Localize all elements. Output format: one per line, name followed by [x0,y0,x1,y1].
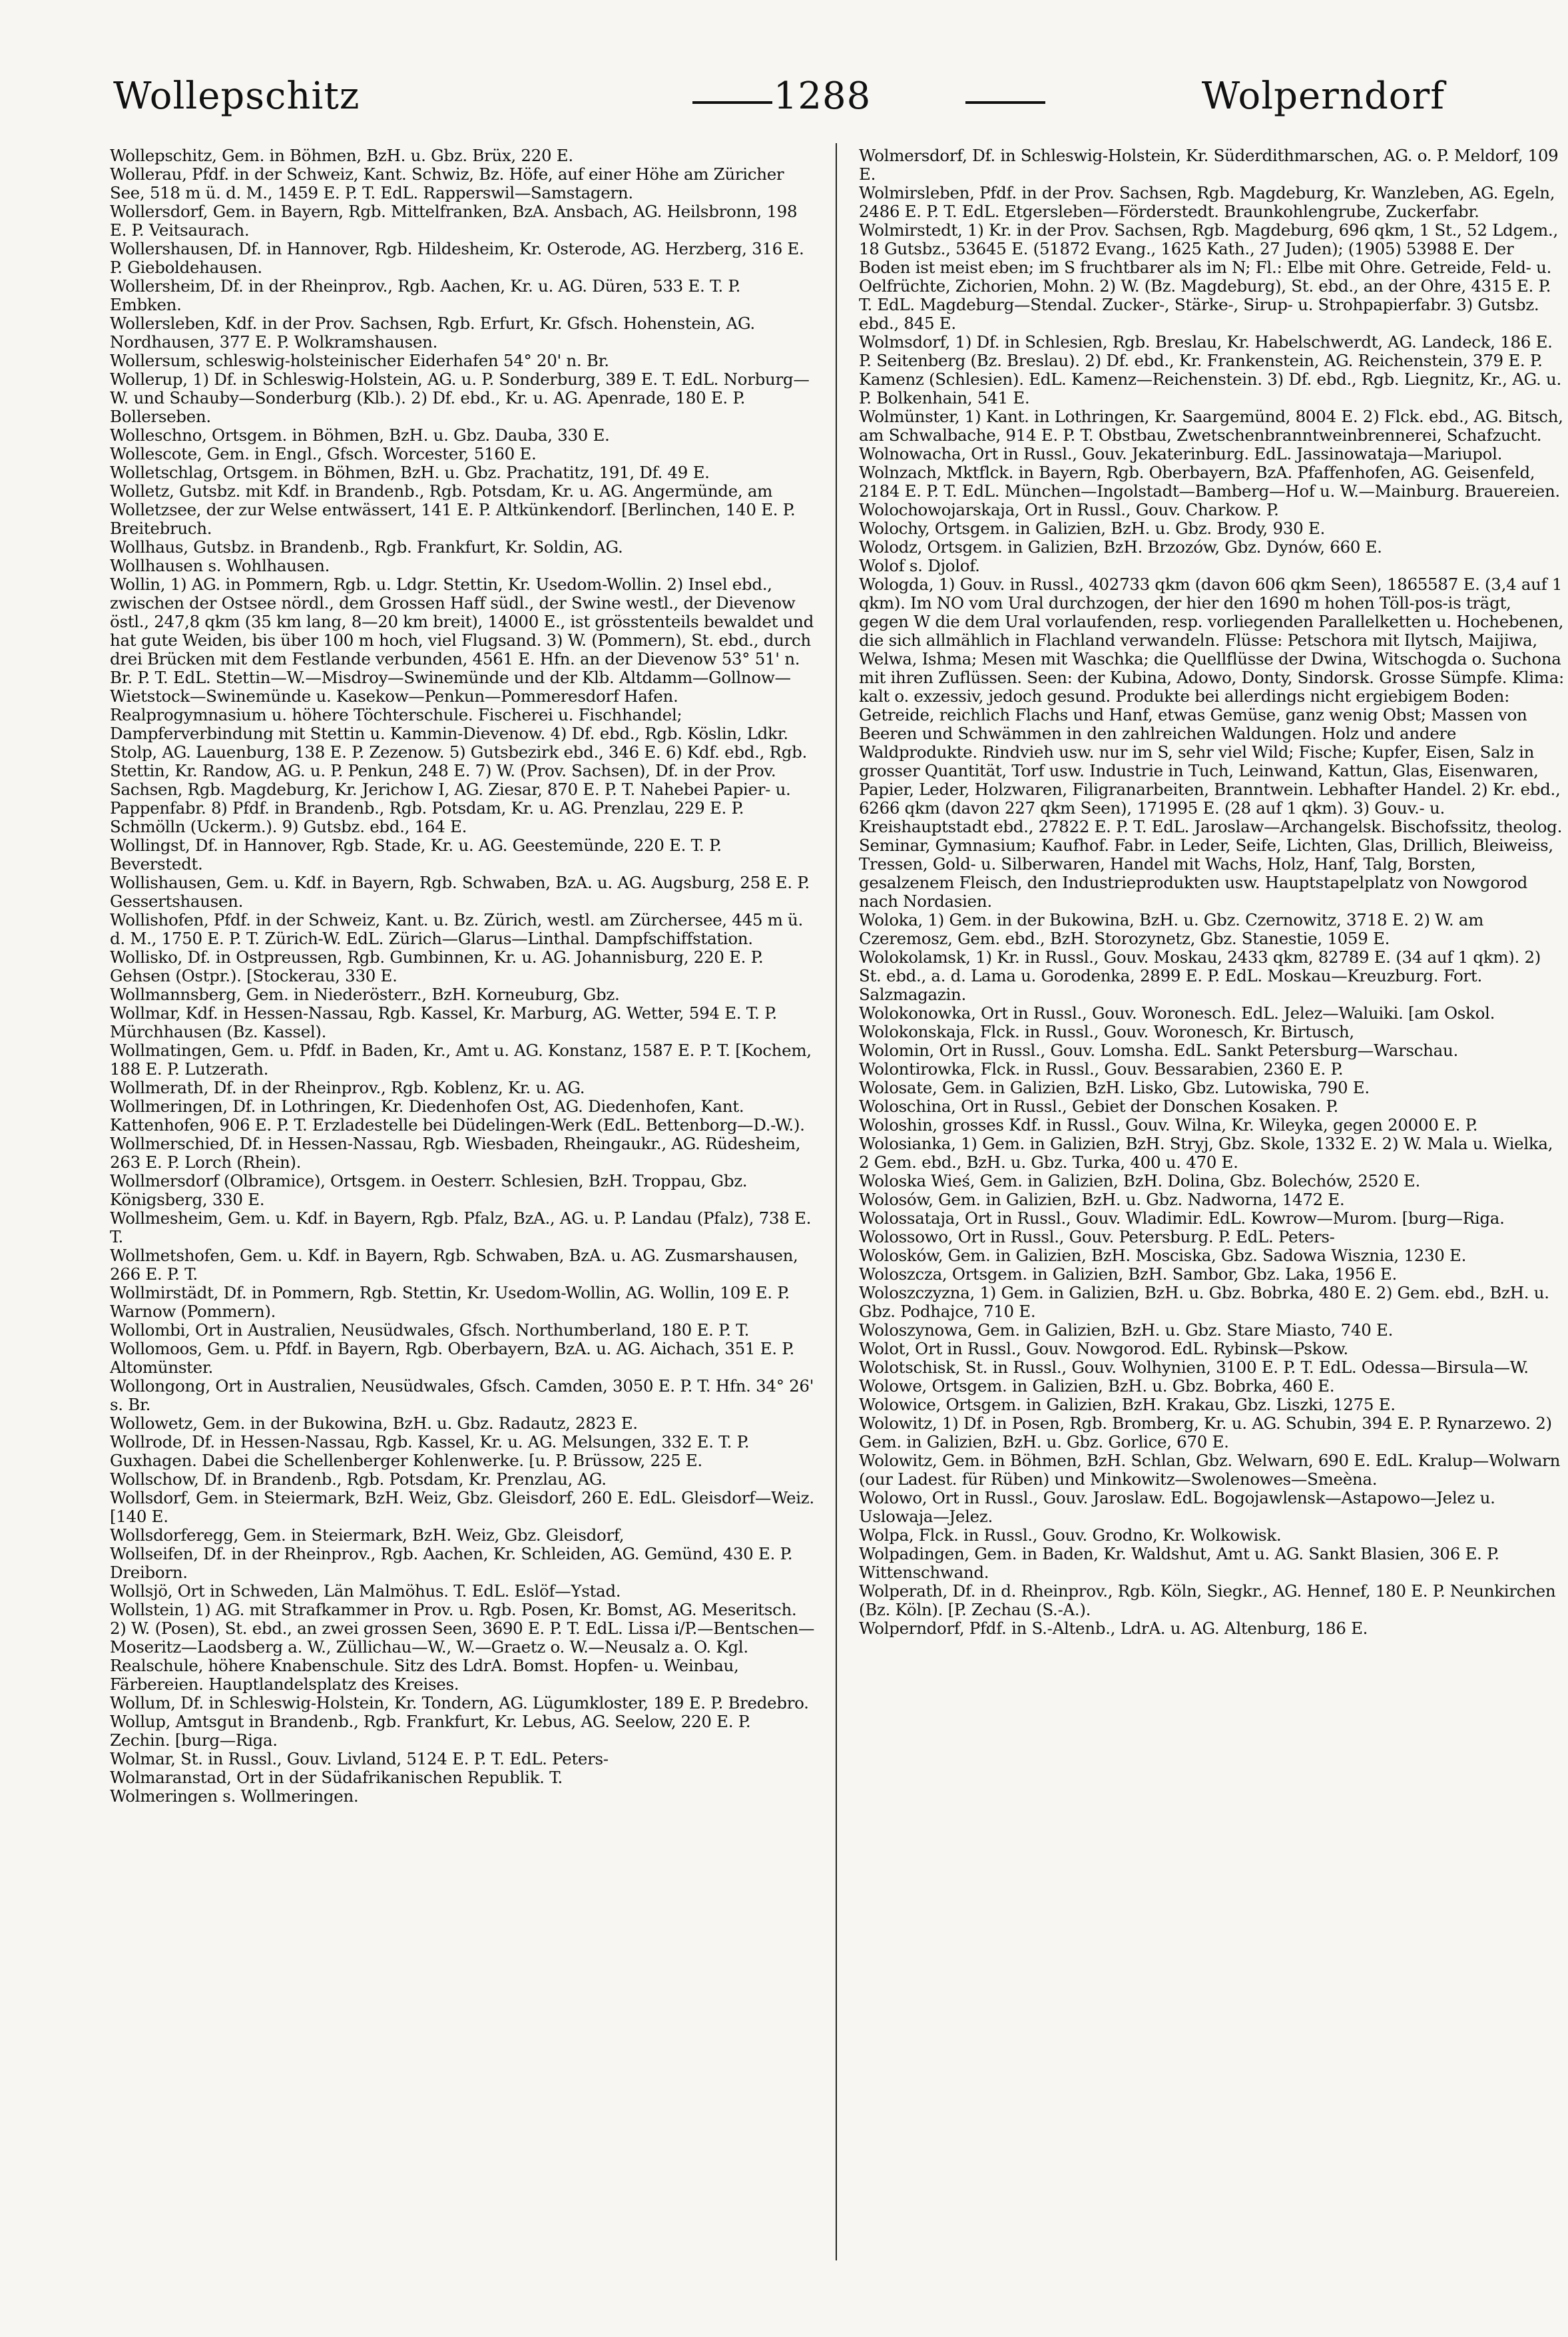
dictionary-entry: Wollmerath, Df. in der Rheinprov., Rgb. Koblenz, Kr. u. AG. [110,1078,585,1097]
dictionary-entry: Wolomin, Ort in Russl., Gouv. Lomsha. EdL. Sankt Petersburg—Warschau. [859,1041,1458,1060]
dictionary-entry: Wollmirstädt, Df. in Pommern, Rgb. Stettin, Kr. Usedom-Wollin, AG. Wollin, 109 E. P. Warnow (Pommern). [110,1283,790,1321]
dictionary-entry: Wolmünster, 1) Kant. in Lothringen, Kr. Saargemünd, 8004 E. 2) Flck. ebd., AG. Bitsch, am Schwalbache, 914 E. P. T. Obstbau, Zwetschenbranntweinbrennerei, Schafzucht. [859,407,1563,445]
dictionary-entry: Wolletz, Gutsbz. mit Kdf. in Brandenb., Rgb. Potsdam, Kr. u. AG. Angermünde, am Wolletzsee, der zur Welse entwässert, 141 E. P. Altkünkendorf. [Berlinchen, 140 E. P. Breitebruch. [110,481,796,538]
dictionary-entry: Wollmatingen, Gem. u. Pfdf. in Baden, Kr., Amt u. AG. Konstanz, 1587 E. P. T. [Kochem, 188 E. P. Lutzerath. [110,1041,812,1079]
dictionary-entry: Wolmsdorf, 1) Df. in Schlesien, Rgb. Breslau, Kr. Habelschwerdt, AG. Landeck, 186 E. P. Seitenberg (Bz. Breslau). 2) Df. ebd., Kr. Frankenstein, AG. Reichenstein, 379 E. P. Kamenz (Schlesien). EdL. Kamenz—Reichenstein. 3) Df. ebd., Rgb. Liegnitz, Kr., AG. u. P. Bolkenhain, 541 E. [859,332,1561,407]
header-last-entry: Wolperndorf [1201,75,1445,118]
dictionary-entry: Wollishausen, Gem. u. Kdf. in Bayern, Rgb. Schwaben, BzA. u. AG. Augsburg, 258 E. P. Gessertshausen. [110,873,810,911]
dictionary-entry: Wolmirstedt, 1) Kr. in der Prov. Sachsen, Rgb. Magdeburg, 696 qkm, 1 St., 52 Ldgem., 18 Gutsbz., 53645 E. (51872 Evang., 1625 Kath., 27 Juden); (1905) 53988 E. Der Boden ist meist eben; im S fruchtbarer als im N; Fl.: Elbe mit Ohre. Getreide, Feld- u. Oelfrüchte, Zichorien, Mohn. 2) W. (Bz. Magdeburg), St. ebd., an der Ohre, 4315 E. P. T. EdL. Magdeburg—Stendal. Zucker-, Stärke-, Sirup- u. Strohpapierfabr. 3) Gutsbz. ebd., 845 E. [859,220,1558,333]
dictionary-entry: Wollingst, Df. in Hannover, Rgb. Stade, Kr. u. AG. Geestemünde, 220 E. T. P. Beverstedt. [110,836,722,874]
dictionary-entry: Wollum, Df. in Schleswig-Holstein, Kr. Tondern, AG. Lügumkloster, 189 E. P. Bredebro. [110,1693,809,1712]
dictionary-entry: Wollmesheim, Gem. u. Kdf. in Bayern, Rgb. Pfalz, BzA., AG. u. P. Landau (Pfalz), 738 E. T. [110,1208,812,1246]
dictionary-entry: Wollmetshofen, Gem. u. Kdf. in Bayern, Rgb. Schwaben, BzA. u. AG. Zusmarshausen, 266 E. P. T. [110,1246,798,1284]
dictionary-entry: Wollerup, 1) Df. in Schleswig-Holstein, AG. u. P. Sonderburg, 389 E. T. EdL. Norburg—W. und Schauby—Sonderburg (Klb.). 2) Df. ebd., Kr. u. AG. Apenrade, 180 E. P. Bollerseben. [110,370,810,426]
dictionary-entry: Wologda, 1) Gouv. in Russl., 402733 qkm (davon 606 qkm Seen), 1865587 E. (3,4 auf 1 qkm). Im NO vom Ural durchzogen, der hier den 1690 m hohen Töll-pos-is trägt, gegen W die dem Ural vorlaufenden, resp. vorliegenden Parallelketten u. Hochebenen, die sich allmählich in Flachland verwandeln. Flüsse: Petschora mit Ilytsch, Maijiwa, Welwa, Ishma; Mesen mit Waschka; die Quellflüsse der Dwina, Witschogda o. Suchona mit ihren Zuflüssen. Seen: der Kubina, Adowo, Donty, Sindorsk. Grosse Sümpfe. Klima: kalt o. exzessiv, jedoch gesund. Produkte bei allerdings nicht ergiebigem Boden: Getreide, reichlich Flachs und Hanf, etwas Gemüse, ganz wenig Obst; Massen von Beeren und Schwämmen in den zahlreichen Waldungen. Holz und andere Waldprodukte. Rindvieh usw. nur im S, sehr viel Wild; Fische; Kupfer, Eisen, Salz in grosser Quantität, Torf usw. Industrie in Tuch, Leinwand, Kattun, Glas, Eisenwaren, Papier, Leder, Holzwaren, Filigranarbeiten, Branntwein. Lebhafter Handel. 2) Kr. ebd., 6266 qkm (davon 227 qkm Seen), 171995 E. (28 auf 1 qkm). 3) Gouv.- u. Kreishauptstadt ebd., 27822 E. P. T. EdL. Jaroslaw—Archangelsk. Bischofssitz, theolog. Seminar, Gymnasium; Kaufhof. Fabr. in Leder, Seife, Lichten, Glas, Drillich, Bleiweiss, Tressen, Gold- u. Silberwaren, Handel mit Wachs, Holz, Hanf, Talg, Borsten, gesalzenem Fleisch, den Industrieprodukten usw. Hauptstapelplatz von Nowgorod nach Nordasien. [859,575,1564,911]
dictionary-entry: Wollsdorf, Gem. in Steiermark, BzH. Weiz, Gbz. Gleisdorf, 260 E. EdL. Gleisdorf—Weiz. [140 E. [110,1488,814,1526]
dictionary-entry: Wollmar, Kdf. in Hessen-Nassau, Rgb. Kassel, Kr. Marburg, AG. Wetter, 594 E. T. P. Mürchhausen (Bz. Kassel). [110,1003,777,1041]
header-first-entry: Wollepschitz [113,75,360,118]
dictionary-entry: Woloska Wieś, Gem. in Galizien, BzH. Dolina, Gbz. Bolechów, 2520 E. [859,1171,1420,1190]
dictionary-entry: Wollersleben, Kdf. in der Prov. Sachsen, Rgb. Erfurt, Kr. Gfsch. Hohenstein, AG. Nordhausen, 377 E. P. Wolkramshausen. [110,314,755,352]
dictionary-entry: Woloschina, Ort in Russl., Gebiet der Donschen Kosaken. P. [859,1097,1339,1116]
dictionary-entry: Wolochowojarskaja, Ort in Russl., Gouv. Charkow. P. [859,500,1279,519]
dictionary-entry: Wolowe, Ortsgem. in Galizien, BzH. u. Gbz. Bobrka, 460 E. [859,1376,1335,1396]
dictionary-entry: Wollhaus, Gutsbz. in Brandenb., Rgb. Frankfurt, Kr. Soldin, AG. [110,537,623,557]
dictionary-entry: Wolpadingen, Gem. in Baden, Kr. Waldshut, Amt u. AG. Sankt Blasien, 306 E. P. Wittenschwand. [859,1544,1499,1582]
dictionary-entry: Wolleschno, Ortsgem. in Böhmen, BzH. u. Gbz. Dauba, 330 E. [110,425,610,445]
dictionary-entry: Wolokonskaja, Flck. in Russl., Gouv. Woronesch, Kr. Birtusch, [859,1022,1354,1041]
dictionary-entry: Wolmirsleben, Pfdf. in der Prov. Sachsen, Rgb. Magdeburg, Kr. Wanzleben, AG. Egeln, 2486 E. P. T. EdL. Etgersleben—Förderstedt. Braunkohlengrube, Zuckerfabr. [859,183,1555,221]
dictionary-entry: Wolperndorf, Pfdf. in S.-Altenb., LdrA. u. AG. Altenburg, 186 E. [859,1619,1368,1638]
dictionary-entry: Wollschow, Df. in Brandenb., Rgb. Potsdam, Kr. Prenzlau, AG. [110,1469,607,1489]
dictionary-entry: Wolossataja, Ort in Russl., Gouv. Wladimir. EdL. Kowrow—Murom. [burg—Riga. [859,1208,1505,1228]
left-column [110,146,816,1806]
dictionary-entry: Wolosków, Gem. in Galizien, BzH. Mosciska, Gbz. Sadowa Wisznia, 1230 E. [859,1246,1467,1265]
dictionary-entry: Wolmar, St. in Russl., Gouv. Livland, 5124 E. P. T. EdL. Peters- [110,1749,609,1768]
dictionary-entry: Wolotschisk, St. in Russl., Gouv. Wolhynien, 3100 E. P. T. EdL. Odessa—Birsula—W. [859,1358,1529,1377]
dictionary-entry: Wolokolamsk, 1) Kr. in Russl., Gouv. Moskau, 2433 qkm, 82789 E. (34 auf 1 qkm). 2) St. ebd., a. d. Lama u. Gorodenka, 2899 E. P. EdL. Moskau—Kreuzburg. Fort. Salzmagazin. [859,947,1541,1004]
page-header [113,75,1445,134]
dictionary-entry: Wolnowacha, Ort in Russl., Gouv. Jekaterinburg. EdL. Jassinowataja—Mariupol. [859,444,1503,463]
dictionary-entry: Wolot, Ort in Russl., Gouv. Nowgorod. EdL. Rybinsk—Pskow. [859,1339,1348,1358]
dictionary-entry: Wollstein, 1) AG. mit Strafkammer in Prov. u. Rgb. Posen, Kr. Bomst, AG. Meseritsch. 2) W. (Posen), St. ebd., an zwei grossen Seen, 3690 E. P. T. EdL. Lissa i/P.—Bentschen—Moseritz—Laodsberg a. W., Züllichau—W., W.—Graetz o. W.—Neusalz a. O. Kgl. Realschule, höhere Knabenschule. Sitz des LdrA. Bomst. Hopfen- u. Weinbau, Färbereien. Hauptlandelsplatz des Kreises. [110,1600,815,1694]
dictionary-entry: Woloshin, grosses Kdf. in Russl., Gouv. Wilna, Kr. Wileyka, gegen 20000 E. P. [859,1115,1478,1135]
dictionary-entry: Wollongong, Ort in Australien, Neusüdwales, Gfsch. Camden, 3050 E. P. T. Hfn. 34° 26' s. Br. [110,1376,814,1414]
dictionary-entry: Wolowice, Ortsgem. in Galizien, BzH. Krakau, Gbz. Liszki, 1275 E. [859,1395,1396,1414]
dictionary-entry: Wolosianka, 1) Gem. in Galizien, BzH. Stryj, Gbz. Skole, 1332 E. 2) W. Mala u. Wielka, 2 Gem. ebd., BzH. u. Gbz. Turka, 400 u. 470 E. [859,1134,1553,1172]
dictionary-entry: Wollerau, Pfdf. in der Schweiz, Kant. Schwiz, Bz. Höfe, auf einer Höhe am Züricher See, 518 m ü. d. M., 1459 E. P. T. EdL. Rapperswil—Samstagern. [110,164,784,202]
dictionary-entry: Wollersheim, Df. in der Rheinprov., Rgb. Aachen, Kr. u. AG. Düren, 533 E. T. P. Embken. [110,276,741,314]
dictionary-entry: Wollomoos, Gem. u. Pfdf. in Bayern, Rgb. Oberbayern, BzA. u. AG. Aichach, 351 E. P. Altomünster. [110,1339,794,1377]
dictionary-entry: Wollishofen, Pfdf. in der Schweiz, Kant. u. Bz. Zürich, westl. am Zürchersee, 445 m ü. d. M., 1750 E. P. T. Zürich-W. EdL. Zürich—Glarus—Linthal. Dampfschiffstation. [110,910,803,948]
page-number: 1288 [773,75,872,118]
dictionary-entry: Wolowo, Ort in Russl., Gouv. Jaroslaw. EdL. Bogojawlensk—Astapowo—Jelez u. Uslowaja—Jelez. [859,1488,1495,1526]
dictionary-entry: Wollin, 1) AG. in Pommern, Rgb. u. Ldgr. Stettin, Kr. Usedom-Wollin. 2) Insel ebd., zwischen der Ostsee nördl., dem Grossen Haff südl., der Swine westl., der Dievenow östl., 247,8 qkm (35 km lang, 8—20 km breit), 14000 E., ist grösstenteils bewaldet und hat gute Weiden, bis über 100 m hoch, viel Flugsand. 3) W. (Pommern), St. ebd., durch drei Brücken mit dem Festlande verbunden, 4561 E. Hfn. an der Dievenow 53° 51' n. Br. P. T. EdL. Stettin—W.—Misdroy—Swinemünde und der Klb. Altdamm—Gollnow—Wietstock—Swinemünde u. Kasekow—Penkun—Pommeresdorf Hafen. Realprogymnasium u. höhere Töchterschule. Fischerei u. Fischhandel; Dampferverbindung mit Stettin u. Kammin-Dievenow. 4) Df. ebd., Rgb. Köslin, Ldkr. Stolp, AG. Lauenburg, 138 E. P. Zezenow. 5) Gutsbezirk ebd., 346 E. 6) Kdf. ebd., Rgb. Stettin, Kr. Randow, AG. u. P. Penkun, 248 E. 7) W. (Prov. Sachsen), Df. in der Prov. Sachsen, Rgb. Magdeburg, Kr. Jerichow I, AG. Ziesar, 870 E. P. T. Nahebei Papier- u. Pappenfabr. 8) Pfdf. in Brandenb., Rgb. Potsdam, Kr. u. AG. Prenzlau, 229 E. P. Schmölln (Uckerm.). 9) Gutsbz. ebd., 164 E. [110,575,814,836]
dictionary-entry: Wollisko, Df. in Ostpreussen, Rgb. Gumbinnen, Kr. u. AG. Johannisburg, 220 E. P. Gehsen (Ostpr.). [Stockerau, 330 E. [110,947,764,985]
dictionary-entry: Wolletschlag, Ortsgem. in Böhmen, BzH. u. Gbz. Prachatitz, 191, Df. 49 E. [110,463,710,482]
dictionary-entry: Wollersum, schleswig-holsteinischer Eiderhafen 54° 20' n. Br. [110,351,609,370]
dictionary-entry: Wolnzach, Mktflck. in Bayern, Rgb. Oberbayern, BzA. Pfaffenhofen, AG. Geisenfeld, 2184 E. P. T. EdL. München—Ingolstadt—Bamberg—Hof u. W.—Mainburg. Brauereien. [859,463,1560,501]
dictionary-entry: Wollowetz, Gem. in der Bukowina, BzH. u. Gbz. Radautz, 2823 E. [110,1414,638,1433]
dictionary-entry: Wolontirowka, Flck. in Russl., Gouv. Bessarabien, 2360 E. P. [859,1059,1344,1079]
dictionary-entry: Wolossowo, Ort in Russl., Gouv. Petersburg. P. EdL. Peters- [859,1227,1335,1246]
dictionary-entry: Wolokonowka, Ort in Russl., Gouv. Woronesch. EdL. Jelez—Waluiki. [am Oskol. [859,1003,1495,1023]
dictionary-entry: Wollepschitz, Gem. in Böhmen, BzH. u. Gbz. Brüx, 220 E. [110,146,573,165]
dictionary-entry: Wollmerschied, Df. in Hessen-Nassau, Rgb. Wiesbaden, Rheingaukr., AG. Rüdesheim, 263 E. P. Lorch (Rhein). [110,1134,801,1172]
dictionary-entry: Wollrode, Df. in Hessen-Nassau, Rgb. Kassel, Kr. u. AG. Melsungen, 332 E. T. P. Guxhagen. Dabei die Schellenberger Kohlenwerke. [u. P. Brüssow, 225 E. [110,1432,750,1470]
dictionary-entry: Wolmaranstad, Ort in der Südafrikanischen Republik. T. [110,1768,563,1787]
dictionary-entry: Wolosów, Gem. in Galizien, BzH. u. Gbz. Nadworna, 1472 E. [859,1190,1345,1209]
dictionary-entry: Wollsjö, Ort in Schweden, Län Malmöhus. T. EdL. Eslöf—Ystad. [110,1581,621,1601]
dictionary-entry: Wollhausen s. Wohlhausen. [110,556,330,575]
dictionary-entry: Wollescote, Gem. in Engl., Gfsch. Worcester, 5160 E. [110,444,537,463]
right-column [859,146,1565,1638]
dictionary-entry: Wollersdorf, Gem. in Bayern, Rgb. Mittelfranken, BzA. Ansbach, AG. Heilsbronn, 198 E. P. Veitsaurach. [110,202,798,240]
dictionary-entry: Woloszcza, Ortsgem. in Galizien, BzH. Sambor, Gbz. Laka, 1956 E. [859,1264,1397,1284]
dictionary-entry: Wolpa, Flck. in Russl., Gouv. Grodno, Kr. Wolkowisk. [859,1525,1282,1545]
dictionary-entry: Wolodz, Ortsgem. in Galizien, BzH. Brzozów, Gbz. Dynów, 660 E. [859,537,1382,557]
header-dash-right [965,101,1045,104]
dictionary-entry: Wolof s. Djolof. [859,556,980,575]
dictionary-entry: Wollup, Amtsgut in Brandenb., Rgb. Frankfurt, Kr. Lebus, AG. Seelow, 220 E. P. Zechin. [burg—Riga. [110,1712,751,1750]
dictionary-entry: Wollmersdorf (Olbramice), Ortsgem. in Oesterr. Schlesien, BzH. Troppau, Gbz. Königsberg, 330 E. [110,1171,748,1209]
dictionary-entry: Wollsdorferegg, Gem. in Steiermark, BzH. Weiz, Gbz. Gleisdorf, [110,1525,625,1545]
dictionary-entry: Wolochy, Ortsgem. in Galizien, BzH. u. Gbz. Brody, 930 E. [859,519,1325,538]
dictionary-entry: Wollershausen, Df. in Hannover, Rgb. Hildesheim, Kr. Osterode, AG. Herzberg, 316 E. P. Gieboldehausen. [110,239,804,277]
dictionary-entry: Wollmeringen, Df. in Lothringen, Kr. Diedenhofen Ost, AG. Diedenhofen, Kant. Kattenhofen, 906 E. P. T. Erzladestelle bei Düdelingen-Werk (EdL. Bettenborg—D.-W.). [110,1097,805,1135]
dictionary-entry: Woloszynowa, Gem. in Galizien, BzH. u. Gbz. Stare Miasto, 740 E. [859,1320,1394,1340]
dictionary-entry: Wolosate, Gem. in Galizien, BzH. Lisko, Gbz. Lutowiska, 790 E. [859,1078,1370,1097]
dictionary-entry: Wollmannsberg, Gem. in Niederösterr., BzH. Korneuburg, Gbz. [110,985,620,1004]
dictionary-entry: Woloszczyzna, 1) Gem. in Galizien, BzH. u. Gbz. Bobrka, 480 E. 2) Gem. ebd., BzH. u. Gbz. Podhajce, 710 E. [859,1283,1549,1321]
dictionary-entry: Woloka, 1) Gem. in der Bukowina, BzH. u. Gbz. Czernowitz, 3718 E. 2) W. am Czeremosz, Gem. ebd., BzH. Storozynetz, Gbz. Stanestie, 1059 E. [859,910,1484,948]
dictionary-entry: Wolmeringen s. Wollmeringen. [110,1786,359,1806]
dictionary-entry: Wollombi, Ort in Australien, Neusüdwales, Gfsch. Northumberland, 180 E. P. T. [110,1320,750,1340]
dictionary-entry: Wolmersdorf, Df. in Schleswig-Holstein, Kr. Süderdithmarschen, AG. o. P. Meldorf, 109 E. [859,146,1559,184]
dictionary-entry: Wolperath, Df. in d. Rheinprov., Rgb. Köln, Siegkr., AG. Hennef, 180 E. P. Neunkirchen (Bz. Köln). [P. Zechau (S.-A.). [859,1581,1556,1619]
column-divider [836,143,837,2260]
dictionary-entry: Wolowitz, 1) Df. in Posen, Rgb. Bromberg, Kr. u. AG. Schubin, 394 E. P. Rynarzewo. 2) Gem. in Galizien, BzH. u. Gbz. Gorlice, 670 E. [859,1414,1552,1451]
dictionary-entry: Wollseifen, Df. in der Rheinprov., Rgb. Aachen, Kr. Schleiden, AG. Gemünd, 430 E. P. Dreiborn. [110,1544,793,1582]
dictionary-entry: Wolowitz, Gem. in Böhmen, BzH. Schlan, Gbz. Welwarn, 690 E. EdL. Kralup—Wolwarn (our Ladest. für Rüben) und Minkowitz—Swolenowes—Smeèna. [859,1451,1561,1489]
